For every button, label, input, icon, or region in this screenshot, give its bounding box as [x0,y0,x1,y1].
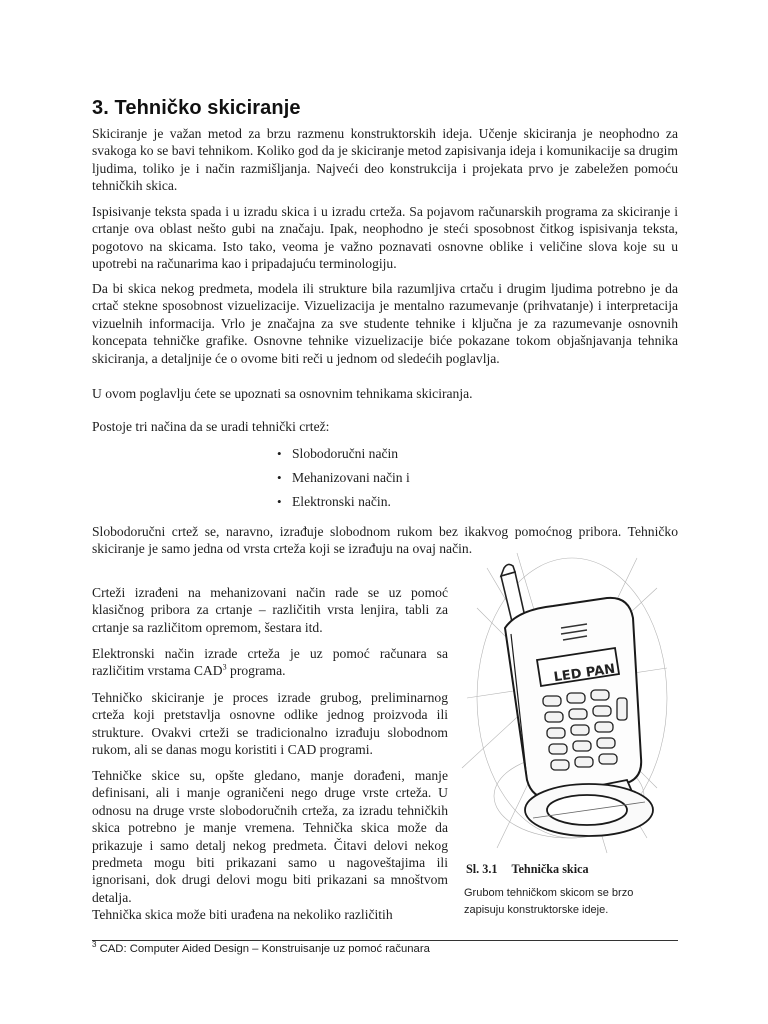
footnote-divider [92,940,678,941]
paragraph-electronic: Elektronski način izrade crteža je uz pomoć računara sa različitim vrstama CAD$^3$ programa. [92,646,448,679]
figure-label [466,862,589,877]
figure-caption: Grubom tehničkom skicom se brzo zapisuju konstruktorske ideje. [464,887,634,916]
mobile-phone-sketch-illustration [457,548,675,860]
paragraph-sketch-methods: Tehnička skica može biti urađena na nekoliko različitih [92,907,393,922]
footnote-mark: 3 [92,940,97,950]
methods-list [277,442,410,514]
paragraph-mechanized: Crteži izrađeni na mehanizovani način rade se uz pomoć klasičnog pribora za crtanje – različitih vrsta lenjira, tabli za crtanje sa različitom opremom, šestara itd. [92,585,448,635]
paragraph-sketching-process: Tehničko skiciranje je proces izrade grubog, preliminarnog crteža koji pretstavlja osnovne odlike jednog proizvoda ili strukture. Ovakvi crteži se tradicionalno izrađuju slobodnom rukom, ali se danas mogu koristiti i CAD programi. [92,690,448,758]
list-item: • Mehanizovani način i [277,466,410,490]
figure-title: Tehnička skica [511,862,589,876]
paragraph-intro: Skiciranje je važan metod za brzu razmenu konstruktorskih ideja. Učenje skiciranja je neophodno za svakoga ko se bavi tehnikom. Koliko god da je skiciranje metod zapisivanja ideja i komunikacije sa drugim ljudima, toliko je i način razmišljanja. Najveći deo konstrukcija i projekata prvo je zabeležen pomoću tehničkih skica. [92,126,678,194]
paragraph-freehand: Slobodoručni crtež se, naravno, izrađuje slobodnom rukom bez ikakvog pomoćnog pribora. Tehničko skiciranje je samo jedna od vrsta crteža koji se izrađuju na ovaj način. [92,524,678,557]
footnote-text: CAD: Computer Aided Design – Konstruisanje uz pomoć računara [96,943,430,955]
list-item: • Elektronski način. [277,490,410,514]
paragraph-text-writing: Ispisivanje teksta spada i u izradu skica i u izradu crteža. Sa pojavom računarskih programa za skiciranje i crtanje ova oblast nešto gubi na značaju. Ipak, neophodno je steći sposobnost čitkog ispisivanja teksta, pogotovo na skicama. Isto tako, veoma je važno poznavati osnovne oblike i veličine slova koje su u upotrebi na računarima kao i pripadajuću terminologiju. [92,204,678,272]
paragraph-visualization: Da bi skica nekog predmeta, modela ili strukture bila razumljiva crtaču i drugim ljudima potrebno je da crtač stekne sposobnost vizuelizacije. Vizuelizacija je mentalno razumevanje (prihvatanje) i interpretacija vizuelnih informacija. Vrlo je značajna za sve studente tehnike i ključna je za razumevanje osnovnih koncepata tehničke grafike. Osnovne tehnike vizuelizacije biće pokazane tokom objašnjavanja tehnika skiciranja, a detaljnije će o ovome biti reči u jednom od sledećih poglavlja. [92,281,678,366]
figure-number: Sl. 3.1 [466,862,498,876]
list-item: • Slobodoručni način [277,442,410,466]
section-heading: 3. Tehničko skiciranje [92,97,301,119]
footnote [92,940,430,955]
paragraph-chapter-overview: U ovom poglavlju ćete se upoznati sa osnovnim tehnikama skiciranja. [92,386,473,401]
paragraph-three-methods: Postoje tri načina da se uradi tehnički crtež: [92,419,330,434]
phone-display-text: LED PAN [552,661,617,686]
paragraph-sketch-properties: Tehničke skice su, opšte gledano, manje dorađeni, manje definisani, ali i manje ograničeni nego druge vrste crteža. U odnosu na druge vrste slobodoručnih crteža, za izradu tehničkih skica potrebno je manje vremena. Tehnička skica može da prikazuje i samo detalj nekog predmeta. Čitavi delovi nekog predmeta mogu biti prikazani samo u nagoveštajima ili ignorisani, dok drugi delovi mogu biti prikazani sa mnoštvom detalja. [92,768,448,905]
footnote-reference: 3 [222,662,227,672]
